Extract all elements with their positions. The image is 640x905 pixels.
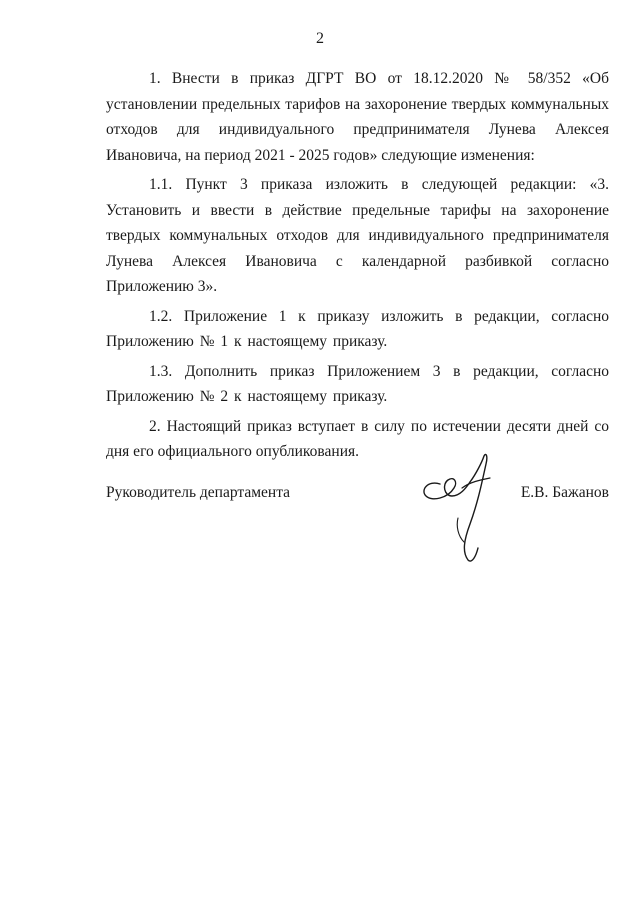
paragraph-2: 2. Настоящий приказ вступает в силу по истечении десяти дней со дня его официального опубликования. bbox=[106, 417, 609, 460]
handwritten-signature bbox=[418, 452, 498, 567]
document-body bbox=[106, 66, 609, 469]
paragraph-1-3: 1.3. Дополнить приказ Приложением 3 в редакции, согласно Приложению № 2 к настоящему приказу. bbox=[106, 362, 609, 405]
signatory-name: Е.В. Бажанов bbox=[520, 484, 609, 501]
signature-block bbox=[106, 484, 609, 514]
signatory-position: Руководитель департамента bbox=[106, 484, 291, 501]
paragraph-1-1: 1.1. Пункт 3 приказа изложить в следующей редакции: «3. Установить и ввести в действие предельные тарифы на захоронение твердых коммунальных отходов для индивидуального предпринимателя Лунева Алексея Ивановича с календарной разбивкой согласно Приложению 3». bbox=[106, 176, 609, 295]
page-number: 2 bbox=[316, 30, 324, 47]
paragraph-1: 1. Внести в приказ ДГРТ ВО от 18.12.2020 № 58/352 «Об установлении предельных тарифов на захоронение твердых коммунальных отходов для индивидуального предпринимателя Лунева Алексея Ивановича, на период 2021 - 2025 годов» следующие изменения: bbox=[106, 70, 609, 164]
paragraph-1-2: 1.2. Приложение 1 к приказу изложить в редакции, согласно Приложению № 1 к настоящему приказу. bbox=[106, 307, 609, 350]
